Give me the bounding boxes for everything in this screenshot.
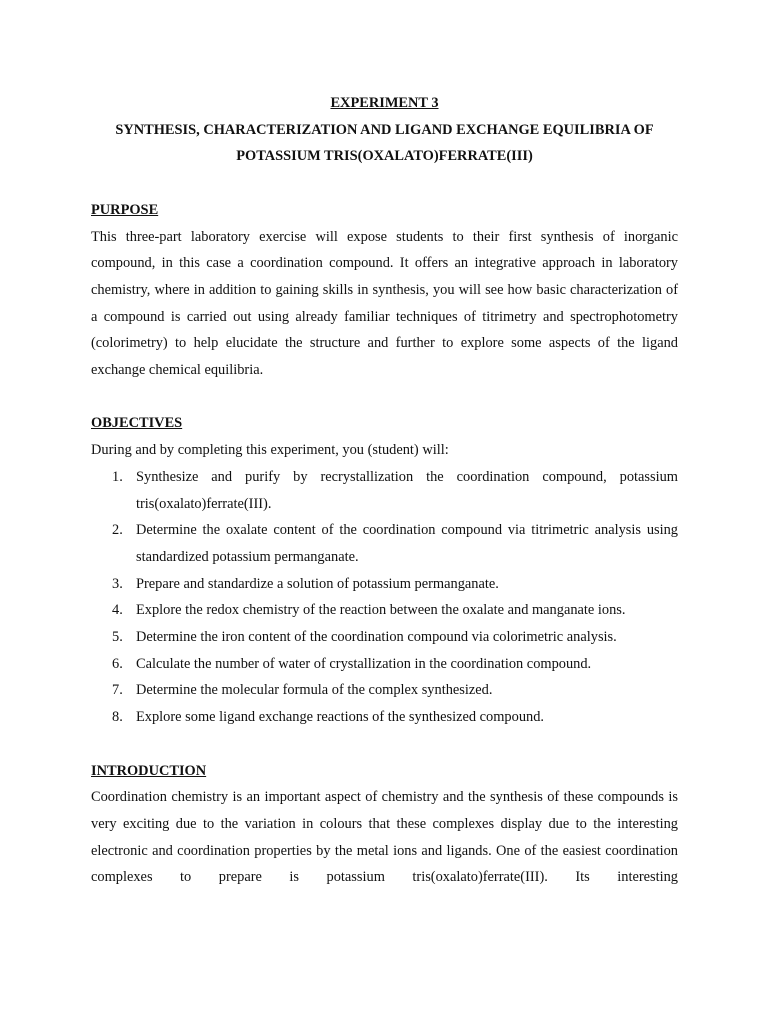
- purpose-heading: PURPOSE: [91, 201, 159, 218]
- list-item-number: 1.: [112, 468, 123, 485]
- list-item-number: 7.: [112, 682, 123, 699]
- list-item-text: Determine the oxalate content of the coordination compound via titrimetric analysis using standardized potassium permanganate.: [136, 522, 678, 565]
- spacer: [91, 731, 678, 758]
- spacer: [91, 170, 678, 197]
- introduction-paragraph: Coordination chemistry is an important aspect of chemistry and the synthesis of these compounds is very exciting due to the variation in colours that these complexes display due to the interesting electronic and coordination properties by the metal ions and ligands. One of the easiest coordination complexes to prepare is potassium tris(oxalato)ferrate(III). Its interesting: [91, 789, 678, 886]
- list-item-number: 8.: [112, 709, 123, 726]
- list-item-text: Determine the iron content of the coordination compound via colorimetric analysis.: [136, 629, 617, 646]
- list-item-number: 3.: [112, 575, 123, 592]
- objectives-intro: During and by completing this experiment, you (student) will:: [91, 442, 449, 459]
- list-item-text: Calculate the number of water of crystallization in the coordination compound.: [136, 655, 592, 672]
- list-item-number: 2.: [112, 522, 123, 539]
- list-item: [91, 517, 678, 570]
- experiment-number: EXPERIMENT 3: [330, 95, 439, 111]
- title-block: [77, 90, 692, 170]
- list-item: [91, 597, 678, 624]
- list-item-text: Synthesize and purify by recrystallization the coordination compound, potassium tris(oxalato)ferrate(III).: [136, 468, 678, 512]
- list-item: [91, 571, 678, 598]
- list-item-number: 6.: [112, 655, 123, 672]
- list-item-text: Explore the redox chemistry of the reaction between the oxalate and manganate ions.: [136, 602, 626, 619]
- list-item: [91, 624, 678, 651]
- list-item-number: 4.: [112, 602, 123, 619]
- page-content: [91, 90, 678, 891]
- list-item: [91, 704, 678, 731]
- list-item: [91, 677, 678, 704]
- title-line-2: POTASSIUM TRIS(OXALATO)FERRATE(III): [236, 148, 533, 165]
- purpose-paragraph: This three-part laboratory exercise will expose students to their first synthesis of inorganic compound, in this case a coordination compound. It offers an integrative approach in laboratory chemistry, where in addition to gaining skills in synthesis, you will see how basic characterization of a compound is carried out using already familiar techniques of titrimetry and spectrophotometry (colorimetry) to help elucidate the structure and further to explore some aspects of the ligand exchange chemical equilibria.: [91, 228, 678, 379]
- list-item-text: Determine the molecular formula of the complex synthesized.: [136, 682, 493, 699]
- objectives-list: [91, 464, 678, 731]
- list-item-text: Prepare and standardize a solution of potassium permanganate.: [136, 575, 499, 592]
- spacer: [91, 384, 678, 411]
- title-line-1: SYNTHESIS, CHARACTERIZATION AND LIGAND EXCHANGE EQUILIBRIA OF: [115, 121, 654, 138]
- list-item: [91, 464, 678, 517]
- list-item: [91, 651, 678, 678]
- list-item-text: Explore some ligand exchange reactions of the synthesized compound.: [136, 709, 545, 726]
- objectives-heading: OBJECTIVES: [91, 415, 183, 432]
- introduction-heading: INTRODUCTION: [91, 762, 207, 779]
- list-item-number: 5.: [112, 629, 123, 646]
